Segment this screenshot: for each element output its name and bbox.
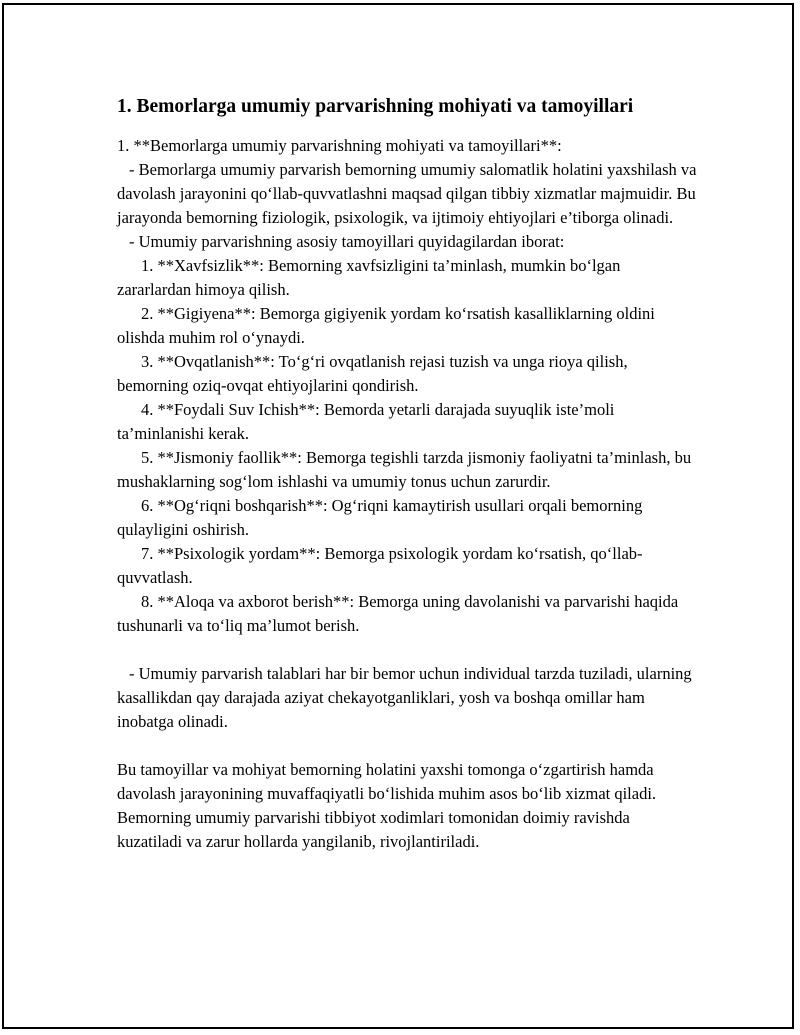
principle-item: 4. **Foydali Suv Ichish**: Bemorda yetarli darajada suyuqlik iste’moli ta’minlanishi kerak. xyxy=(117,400,615,443)
requirements-paragraph: - Umumiy parvarish talablari har bir bemor uchun individual tarzda tuziladi, ularning kasallikdan qay darajada aziyat chekayotganliklari, yosh va boshqa omillar ham inobatga olinadi. xyxy=(117,664,692,731)
principle-item: 3. **Ovqatlanish**: To‘g‘ri ovqatlanish rejasi tuzish va unga rioya qilish, bemorning oziq-ovqat ehtiyojlarini qondirish. xyxy=(117,352,628,395)
conclusion-paragraph: Bu tamoyillar va mohiyat bemorning holatini yaxshi tomonga o‘zgartirish hamda davolash jarayonining muvaffaqiyatli bo‘lishida muhim asos bo‘lib xizmat qiladi. Bemorning umumiy parvarishi tibbiyot xodimlari tomonidan doimiy ravishda kuzatiladi va zarur hollarda yangilanib, rivojlantiriladi. xyxy=(117,760,657,851)
principle-item: 5. **Jismoniy faollik**: Bemorga tegishli tarzda jismoniy faoliyatni ta’minlash, bu mushaklarning sog‘lom ishlashi va umumiy tonus uchun zarurdir. xyxy=(117,448,692,491)
document-body xyxy=(117,94,697,854)
principle-item: 8. **Aloqa va axborot berish**: Bemorga uning davolanishi va parvarishi haqida tushunarli va to‘liq ma’lumot berish. xyxy=(117,592,679,635)
principle-item: 6. **Og‘riqni boshqarish**: Og‘riqni kamaytirish usullari orqali bemorning qulayligini oshirish. xyxy=(117,496,643,539)
document-title: 1. Bemorlarga umumiy parvarishning mohiyati va tamoyillari xyxy=(117,96,634,117)
intro-paragraph: - Bemorlarga umumiy parvarish bemorning umumiy salomatlik holatini yaxshilash va davolash jarayonini qo‘llab-quvvatlashni maqsad qilgan tibbiy xizmatlar majmuidir. Bu jarayonda bemorning fiziologik, psixologik, va ijtimoiy ehtiyojlari e’tiborga olinadi. xyxy=(117,160,697,227)
spacer xyxy=(117,734,697,758)
principles-intro: - Umumiy parvarishning asosiy tamoyillari quyidagilardan iborat: xyxy=(129,232,565,251)
principle-item: 1. **Xavfsizlik**: Bemorning xavfsizligini ta’minlash, mumkin bo‘lgan zararlardan himoya qilish. xyxy=(117,256,621,299)
principle-item: 7. **Psixologik yordam**: Bemorga psixologik yordam ko‘rsatish, qo‘llab-quvvatlash. xyxy=(117,544,643,587)
heading-line: 1. **Bemorlarga umumiy parvarishning mohiyati va tamoyillari**: xyxy=(117,136,562,155)
principle-item: 2. **Gigiyena**: Bemorga gigiyenik yordam ko‘rsatish kasalliklarning oldini olishda muhim rol o‘ynaydi. xyxy=(117,304,655,347)
spacer xyxy=(117,638,697,662)
